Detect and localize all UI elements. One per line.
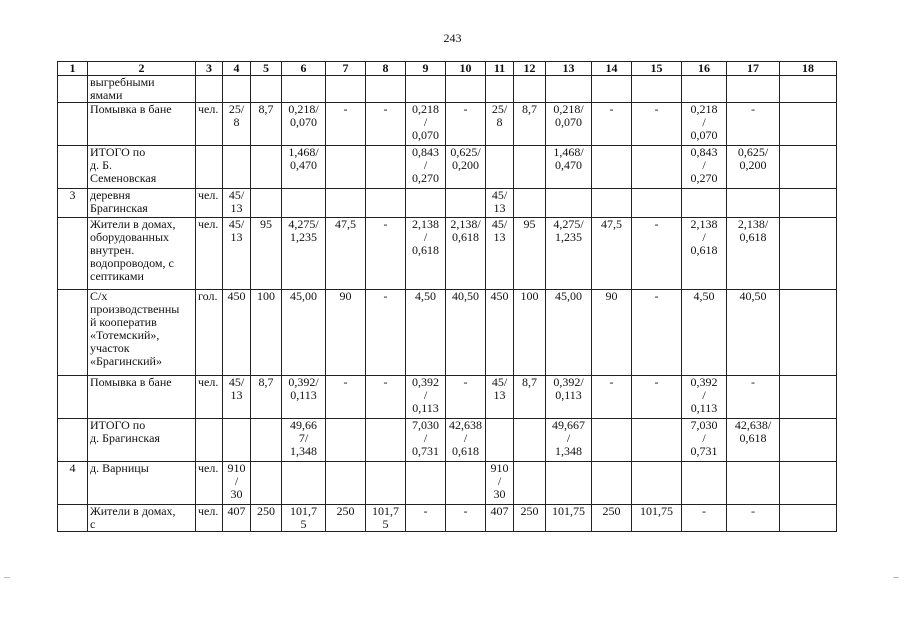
cell-col-8 <box>366 76 406 103</box>
cell-col-16: 7,030 / 0,731 <box>682 419 727 462</box>
cell-col-5 <box>251 146 282 189</box>
cell-col-16: - <box>682 505 727 532</box>
cell-col-2: д. Варницы <box>88 462 196 505</box>
cell-col-5 <box>251 189 282 218</box>
header-cell-13: 13 <box>546 62 592 76</box>
cell-col-9 <box>406 189 446 218</box>
cell-col-6: 1,468/ 0,470 <box>282 146 326 189</box>
cell-col-7 <box>326 146 366 189</box>
cell-col-1 <box>58 218 88 290</box>
header-cell-4: 4 <box>223 62 251 76</box>
cell-col-9: 0,218 / 0,070 <box>406 103 446 146</box>
header-cell-18: 18 <box>780 62 837 76</box>
cell-col-10: - <box>446 103 486 146</box>
cell-col-13 <box>546 189 592 218</box>
cell-col-6 <box>282 76 326 103</box>
cell-col-3: чел. <box>196 505 223 532</box>
cell-col-13: 1,468/ 0,470 <box>546 146 592 189</box>
header-cell-2: 2 <box>88 62 196 76</box>
cell-col-14 <box>592 189 632 218</box>
header-cell-9: 9 <box>406 62 446 76</box>
cell-col-3: чел. <box>196 103 223 146</box>
cell-col-7: 90 <box>326 290 366 376</box>
cell-col-18 <box>780 462 837 505</box>
cell-col-16 <box>682 189 727 218</box>
cell-col-3: гол. <box>196 290 223 376</box>
cell-col-7 <box>326 462 366 505</box>
cell-col-15: 101,75 <box>632 505 682 532</box>
cell-col-10 <box>446 76 486 103</box>
cell-col-12: 8,7 <box>514 103 546 146</box>
cell-col-18 <box>780 290 837 376</box>
cell-col-12 <box>514 76 546 103</box>
cell-col-3: чел. <box>196 376 223 419</box>
margin-mark <box>893 577 899 578</box>
cell-col-7: - <box>326 376 366 419</box>
cell-col-16 <box>682 462 727 505</box>
header-cell-6: 6 <box>282 62 326 76</box>
cell-col-15 <box>632 462 682 505</box>
header-cell-7: 7 <box>326 62 366 76</box>
cell-col-9: 0,843 / 0,270 <box>406 146 446 189</box>
cell-col-3: чел. <box>196 189 223 218</box>
cell-col-2: ИТОГО по д. Б. Семеновская <box>88 146 196 189</box>
cell-col-2: С/х производственны й кооператив «Тотемский», участок «Брагинский» <box>88 290 196 376</box>
cell-col-12 <box>514 189 546 218</box>
cell-col-9: 2,138 / 0,618 <box>406 218 446 290</box>
table-row <box>58 505 837 532</box>
cell-col-2: Жители в домах, оборудованных внутрен. водопроводом, с септиками <box>88 218 196 290</box>
cell-col-10: 42,638 / 0,618 <box>446 419 486 462</box>
cell-col-13 <box>546 76 592 103</box>
cell-col-11: 450 <box>486 290 514 376</box>
table-row <box>58 189 837 218</box>
cell-col-8 <box>366 146 406 189</box>
cell-col-12 <box>514 419 546 462</box>
cell-col-10: - <box>446 376 486 419</box>
cell-col-9: - <box>406 505 446 532</box>
cell-col-15 <box>632 146 682 189</box>
cell-col-8: - <box>366 290 406 376</box>
cell-col-1 <box>58 103 88 146</box>
cell-col-14 <box>592 462 632 505</box>
cell-col-1 <box>58 76 88 103</box>
cell-col-1 <box>58 419 88 462</box>
cell-col-6: 4,275/ 1,235 <box>282 218 326 290</box>
cell-col-18 <box>780 376 837 419</box>
cell-col-2: Жители в домах, с <box>88 505 196 532</box>
cell-col-17: 2,138/ 0,618 <box>727 218 780 290</box>
cell-col-6 <box>282 189 326 218</box>
cell-col-6: 49,66 7/ 1,348 <box>282 419 326 462</box>
cell-col-10: 2,138/ 0,618 <box>446 218 486 290</box>
cell-col-2: Помывка в бане <box>88 376 196 419</box>
cell-col-18 <box>780 146 837 189</box>
cell-col-4: 45/ 13 <box>223 189 251 218</box>
header-cell-3: 3 <box>196 62 223 76</box>
cell-col-1: 4 <box>58 462 88 505</box>
cell-col-12 <box>514 462 546 505</box>
cell-col-13: 0,218/ 0,070 <box>546 103 592 146</box>
cell-col-2: ИТОГО по д. Брагинская <box>88 419 196 462</box>
cell-col-13: 49,667 / 1,348 <box>546 419 592 462</box>
table-body <box>58 62 837 532</box>
cell-col-16 <box>682 76 727 103</box>
cell-col-4: 25/ 8 <box>223 103 251 146</box>
header-cell-5: 5 <box>251 62 282 76</box>
cell-col-10 <box>446 462 486 505</box>
cell-col-6: 45,00 <box>282 290 326 376</box>
table-row <box>58 76 837 103</box>
cell-col-5 <box>251 419 282 462</box>
cell-col-15 <box>632 189 682 218</box>
cell-col-2: выгребными ямами <box>88 76 196 103</box>
cell-col-4 <box>223 76 251 103</box>
cell-col-3 <box>196 146 223 189</box>
cell-col-17: 40,50 <box>727 290 780 376</box>
cell-col-7: 250 <box>326 505 366 532</box>
cell-col-11: 407 <box>486 505 514 532</box>
cell-col-17: 42,638/ 0,618 <box>727 419 780 462</box>
cell-col-9 <box>406 462 446 505</box>
cell-col-8: - <box>366 218 406 290</box>
table-row <box>58 419 837 462</box>
page-number: 243 <box>443 31 462 45</box>
cell-col-18 <box>780 189 837 218</box>
cell-col-13: 101,75 <box>546 505 592 532</box>
cell-col-15: - <box>632 103 682 146</box>
header-cell-12: 12 <box>514 62 546 76</box>
cell-col-17 <box>727 462 780 505</box>
cell-col-9: 7,030 / 0,731 <box>406 419 446 462</box>
cell-col-15 <box>632 76 682 103</box>
cell-col-11: 910 / 30 <box>486 462 514 505</box>
cell-col-14 <box>592 76 632 103</box>
cell-col-1 <box>58 376 88 419</box>
cell-col-6: 0,392/ 0,113 <box>282 376 326 419</box>
table-row <box>58 146 837 189</box>
header-cell-1: 1 <box>58 62 88 76</box>
cell-col-17: - <box>727 103 780 146</box>
cell-col-12: 8,7 <box>514 376 546 419</box>
header-cell-11: 11 <box>486 62 514 76</box>
cell-col-8 <box>366 462 406 505</box>
cell-col-4 <box>223 146 251 189</box>
cell-col-16: 0,392 / 0,113 <box>682 376 727 419</box>
cell-col-1 <box>58 505 88 532</box>
cell-col-2: Помывка в бане <box>88 103 196 146</box>
cell-col-14 <box>592 146 632 189</box>
cell-col-8 <box>366 419 406 462</box>
cell-col-15: - <box>632 290 682 376</box>
cell-col-1 <box>58 290 88 376</box>
cell-col-5: 250 <box>251 505 282 532</box>
header-row <box>58 62 837 76</box>
cell-col-11 <box>486 146 514 189</box>
header-cell-8: 8 <box>366 62 406 76</box>
cell-col-8: 101,7 5 <box>366 505 406 532</box>
cell-col-14 <box>592 419 632 462</box>
cell-col-3: чел. <box>196 218 223 290</box>
cell-col-18 <box>780 76 837 103</box>
cell-col-3 <box>196 76 223 103</box>
header-cell-14: 14 <box>592 62 632 76</box>
cell-col-17: - <box>727 505 780 532</box>
cell-col-11: 45/ 13 <box>486 189 514 218</box>
cell-col-4: 450 <box>223 290 251 376</box>
cell-col-15 <box>632 419 682 462</box>
margin-mark <box>4 577 10 578</box>
cell-col-12: 95 <box>514 218 546 290</box>
cell-col-9: 4,50 <box>406 290 446 376</box>
cell-col-14: - <box>592 376 632 419</box>
cell-col-14: 47,5 <box>592 218 632 290</box>
cell-col-14: 90 <box>592 290 632 376</box>
cell-col-12: 100 <box>514 290 546 376</box>
cell-col-5 <box>251 76 282 103</box>
cell-col-3: чел. <box>196 462 223 505</box>
cell-col-5: 8,7 <box>251 376 282 419</box>
table-row <box>58 290 837 376</box>
cell-col-16: 4,50 <box>682 290 727 376</box>
cell-col-4: 910 / 30 <box>223 462 251 505</box>
cell-col-3 <box>196 419 223 462</box>
cell-col-9 <box>406 76 446 103</box>
cell-col-17 <box>727 76 780 103</box>
cell-col-12: 250 <box>514 505 546 532</box>
header-cell-16: 16 <box>682 62 727 76</box>
cell-col-17: - <box>727 376 780 419</box>
cell-col-7: 47,5 <box>326 218 366 290</box>
cell-col-14: - <box>592 103 632 146</box>
cell-col-10: - <box>446 505 486 532</box>
cell-col-11: 25/ 8 <box>486 103 514 146</box>
cell-col-4: 45/ 13 <box>223 218 251 290</box>
cell-col-14: 250 <box>592 505 632 532</box>
cell-col-1: 3 <box>58 189 88 218</box>
cell-col-4: 407 <box>223 505 251 532</box>
cell-col-7: - <box>326 103 366 146</box>
cell-col-13: 4,275/ 1,235 <box>546 218 592 290</box>
cell-col-11: 45/ 13 <box>486 218 514 290</box>
table-row <box>58 103 837 146</box>
cell-col-1 <box>58 146 88 189</box>
cell-col-17 <box>727 189 780 218</box>
cell-col-8 <box>366 189 406 218</box>
cell-col-10: 40,50 <box>446 290 486 376</box>
data-table <box>57 61 837 532</box>
cell-col-2: деревня Брагинская <box>88 189 196 218</box>
cell-col-17: 0,625/ 0,200 <box>727 146 780 189</box>
cell-col-18 <box>780 419 837 462</box>
cell-col-15: - <box>632 376 682 419</box>
cell-col-15: - <box>632 218 682 290</box>
header-cell-15: 15 <box>632 62 682 76</box>
cell-col-16: 0,843 / 0,270 <box>682 146 727 189</box>
cell-col-11: 45/ 13 <box>486 376 514 419</box>
cell-col-5: 8,7 <box>251 103 282 146</box>
cell-col-7 <box>326 189 366 218</box>
cell-col-13 <box>546 462 592 505</box>
cell-col-8: - <box>366 376 406 419</box>
cell-col-16: 0,218 / 0,070 <box>682 103 727 146</box>
cell-col-9: 0,392 / 0,113 <box>406 376 446 419</box>
cell-col-4 <box>223 419 251 462</box>
cell-col-13: 45,00 <box>546 290 592 376</box>
cell-col-4: 45/ 13 <box>223 376 251 419</box>
header-cell-17: 17 <box>727 62 780 76</box>
table-row <box>58 462 837 505</box>
table-row <box>58 218 837 290</box>
cell-col-6: 101,7 5 <box>282 505 326 532</box>
cell-col-7 <box>326 76 366 103</box>
header-cell-10: 10 <box>446 62 486 76</box>
table-row <box>58 376 837 419</box>
cell-col-12 <box>514 146 546 189</box>
cell-col-8: - <box>366 103 406 146</box>
cell-col-5: 100 <box>251 290 282 376</box>
cell-col-18 <box>780 218 837 290</box>
cell-col-18 <box>780 103 837 146</box>
cell-col-13: 0,392/ 0,113 <box>546 376 592 419</box>
cell-col-5: 95 <box>251 218 282 290</box>
cell-col-6: 0,218/ 0,070 <box>282 103 326 146</box>
cell-col-18 <box>780 505 837 532</box>
cell-col-10: 0,625/ 0,200 <box>446 146 486 189</box>
cell-col-7 <box>326 419 366 462</box>
cell-col-11 <box>486 419 514 462</box>
cell-col-11 <box>486 76 514 103</box>
cell-col-5 <box>251 462 282 505</box>
cell-col-16: 2,138 / 0,618 <box>682 218 727 290</box>
cell-col-6 <box>282 462 326 505</box>
cell-col-10 <box>446 189 486 218</box>
